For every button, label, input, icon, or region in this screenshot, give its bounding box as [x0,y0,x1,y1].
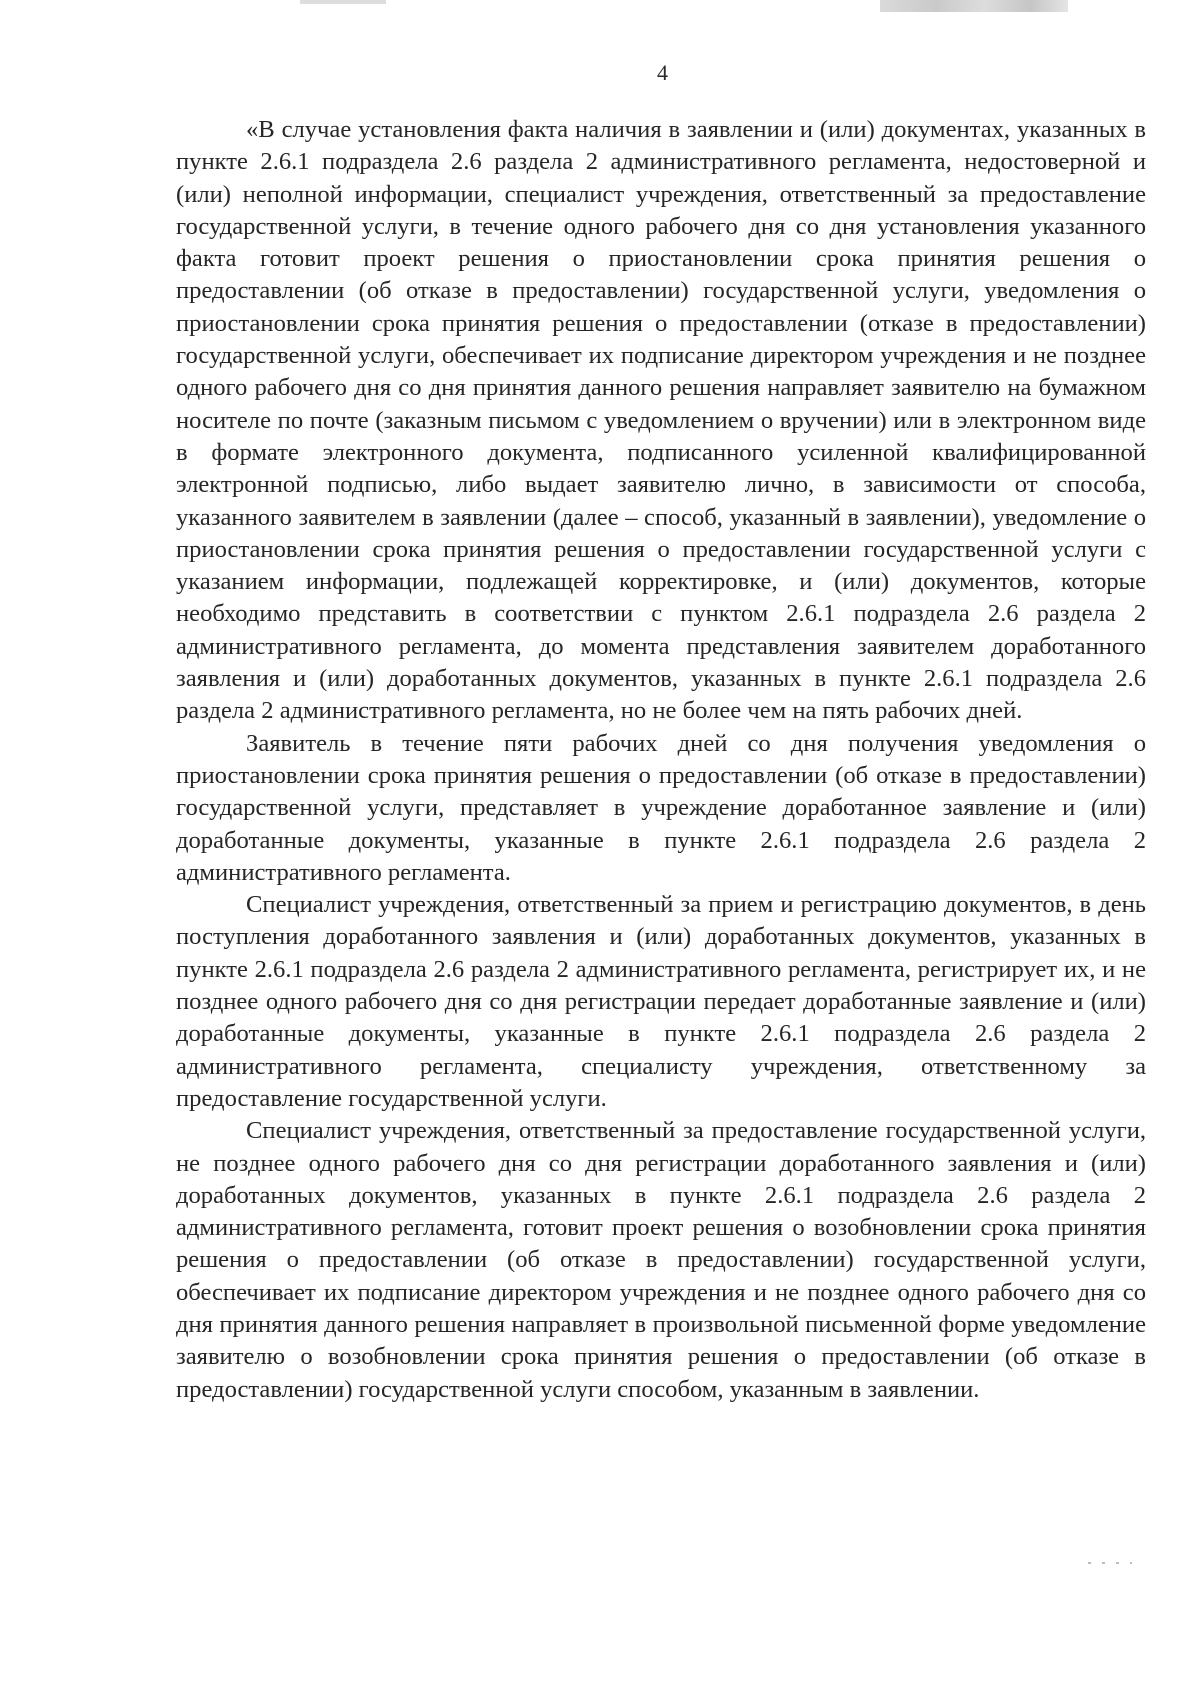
paragraph: Заявитель в течение пяти рабочих дней со дня получения уведомления о приостановлении срока принятия решения о предоставлении (об отказе в предоставлении) государственной услуги, представляет в учреждение доработанное заявление и (или) доработанные документы, указанные в пункте 2.6.1 подраздела 2.6 раздела 2 административного регламента. [176,729,1146,886]
scan-artifact [1088,1562,1132,1564]
paragraph: «В случае установления факта наличия в заявлении и (или) документах, указанных в пункте 2.6.1 подраздела 2.6 раздела 2 административного регламента, недостоверной и (или) неполной информации, специалист учреждения, ответственный за предоставление государственной услуги, в течение одного рабочего дня со дня установления указанного факта готовит проект решения о приостановлении срока принятия решения о предоставлении (об отказе в предоставлении) государственной услуги, уведомления о приостановлении срока принятия решения о предоставлении (отказе в предоставлении) государственной услуги, обеспечивает их подписание директором учреждения и не позднее одного рабочего дня со дня принятия данного решения направляет заявителю на бумажном носителе по почте (заказным письмом с уведомлением о вручении) или в электронном виде в формате электронного документа, подписанного усиленной квалифицированной электронной подписью, либо выдает заявителю лично, в зависимости от способа, указанного заявителем в заявлении (далее – способ, указанный в заявлении), уведомление о приостановлении срока принятия решения о предоставлении государственной услуги с указанием информации, подлежащей корректировке, и (или) документов, которые необходимо представить в соответствии с пунктом 2.6.1 подраздела 2.6 раздела 2 административного регламента, до момента представления заявителем доработанного заявления и (или) доработанных документов, указанных в пункте 2.6.1 подраздела 2.6 раздела 2 административного регламента, но не более чем на пять рабочих дней. [176,116,1146,725]
paragraph: Специалист учреждения, ответственный за прием и регистрацию документов, в день поступления доработанного заявления и (или) доработанных документов, указанных в пункте 2.6.1 подраздела 2.6 раздела 2 административного регламента, регистрирует их, и не позднее одного рабочего дня со дня регистрации передает доработанные заявление и (или) доработанные документы, указанные в пункте 2.6.1 подраздела 2.6 раздела 2 административного регламента, специалисту учреждения, ответственному за предоставление государственной услуги. [176,891,1146,1112]
scan-artifact [880,0,1068,12]
document-body [176,114,1146,1406]
scan-artifact [300,0,386,4]
page-number: 4 [657,60,668,85]
paragraph: Специалист учреждения, ответственный за предоставление государственной услуги, не позднее одного рабочего дня со дня регистрации доработанного заявления и (или) доработанных документов, указанных в пункте 2.6.1 подраздела 2.6 раздела 2 административного регламента, готовит проект решения о возобновлении срока принятия решения о предоставлении (об отказе в предоставлении) государственной услуги, обеспечивает их подписание директором учреждения и не позднее одного рабочего дня со дня принятия данного решения направляет в произвольной письменной форме уведомление заявителю о возобновлении срока принятия решения о предоставлении (об отказе в предоставлении) государственной услуги способом, указанным в заявлении. [176,1117,1146,1403]
